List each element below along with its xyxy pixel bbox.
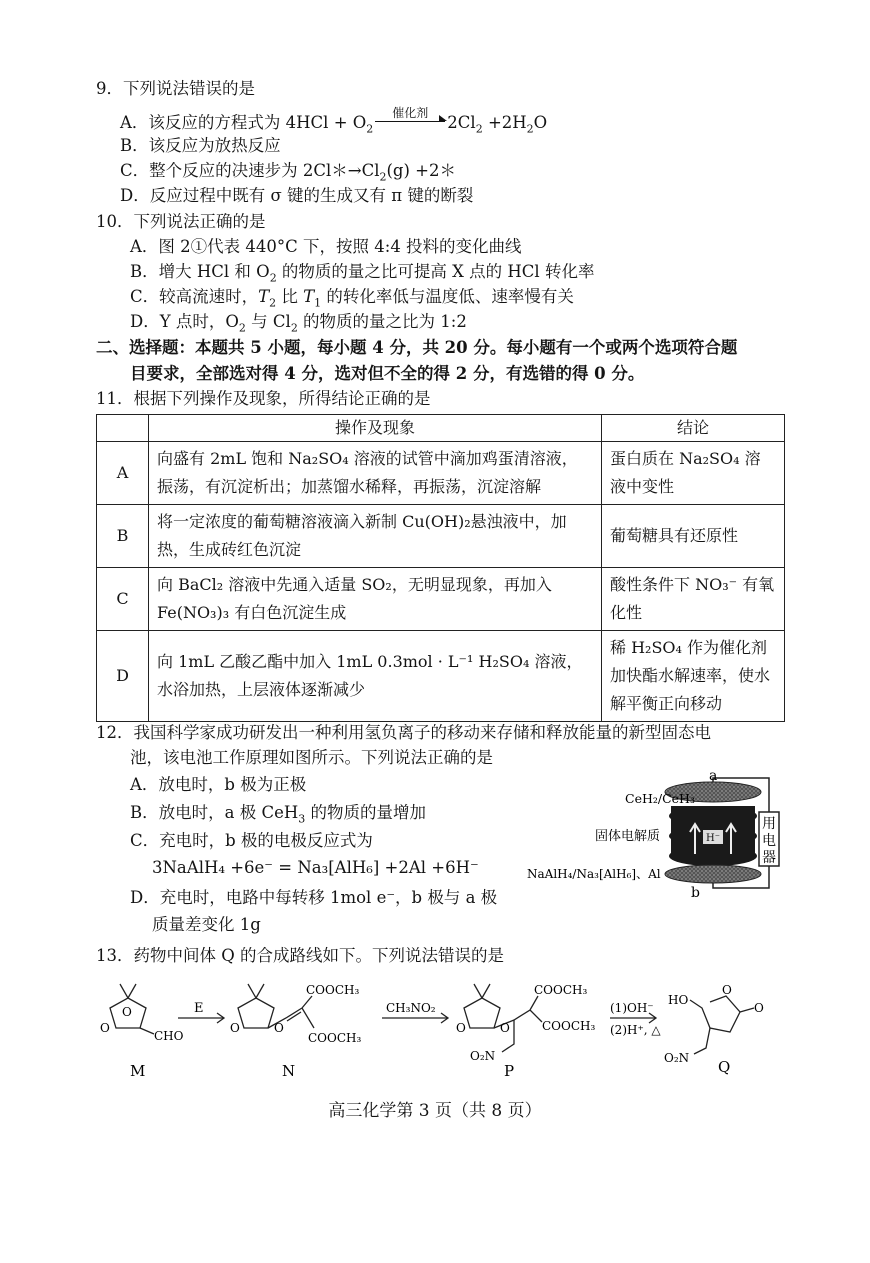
catalyst-arrow: 催化剂 — [373, 110, 447, 130]
gem-dimethyl-m — [120, 984, 136, 998]
q11-stem: 11．根据下列操作及现象，所得结论正确的是 — [96, 389, 431, 408]
q10-option-a: A．图 2①代表 440°C 下，按照 4:4 投料的变化曲线 — [130, 237, 522, 256]
device-label-3: 器 — [762, 850, 776, 866]
battery-diagram — [525, 770, 795, 900]
table-row — [97, 631, 785, 722]
m-cho: CHO — [154, 1029, 184, 1043]
reagent-h: (2)H⁺, △ — [610, 1023, 661, 1037]
ion-label: H⁻ — [706, 833, 720, 844]
page-footer: 高三化学第 3 页（共 8 页） — [328, 1101, 542, 1121]
row-operation: 向盛有 2mL 饱和 Na₂SO₄ 溶液的试管中滴加鸡蛋清溶液，振荡，有沉淀析出；加蒸馏水稀释，再振荡，沉淀溶解 — [149, 442, 602, 505]
q12-option-d-line1: D．充电时，电路中每转移 1mol e⁻，b 极与 a 极 — [130, 888, 498, 907]
ring-p — [464, 998, 500, 1028]
ring-q — [690, 996, 740, 1032]
gem-dimethyl-p — [474, 984, 490, 998]
q9-option-b: B．该反应为放热反应 — [120, 136, 281, 155]
n-ester-bottom: COOCH₃ — [308, 1031, 362, 1045]
n-ring-o-right: O — [274, 1021, 284, 1035]
m-ring-o-left: O — [100, 1021, 110, 1035]
q10-option-b: B．增大 HCl 和 $O_2$ 的物质的量之比可提高 X 点的 HCl 转化率 — [130, 262, 595, 285]
reagent-ch3no2: CH₃NO₂ — [386, 1001, 436, 1015]
row-conclusion: 葡萄糖具有还原性 — [602, 505, 785, 568]
q9-option-a: A．该反应的方程式为 $4HCl + O_2$ 催化剂 $2Cl_2 +2H_2O$ — [120, 106, 548, 136]
p-ester-top: COOCH₃ — [534, 983, 588, 997]
electrode-b — [665, 865, 761, 883]
table-header-row — [97, 415, 785, 442]
q12-option-b: B．放电时，a 极 CeH$_3$ 的物质的量增加 — [130, 803, 426, 826]
row-option: C — [97, 568, 149, 631]
q9-option-d: D．反应过程中既有 σ 键的生成又有 π 键的断裂 — [120, 186, 474, 205]
reagent-e: E — [194, 1001, 204, 1016]
row-operation: 向 1mL 乙酸乙酯中加入 1mL 0.3mol · L⁻¹ H₂SO₄ 溶液，水浴加热，上层液体逐渐减少 — [149, 631, 602, 722]
table-row — [97, 568, 785, 631]
label-m: M — [130, 1062, 146, 1080]
carbonyl-q — [740, 1008, 754, 1012]
label-n: N — [282, 1062, 296, 1080]
table-header-conclusion: 结论 — [602, 415, 785, 442]
q12-option-c: C．充电时，b 极的电极反应式为 — [130, 831, 373, 850]
q12-stem-line1: 12．我国科学家成功研发出一种利用氢负离子的移动来存储和释放能量的新型固态电 — [96, 723, 711, 742]
p-nitro: O₂N — [470, 1049, 496, 1063]
label-a: a — [709, 770, 718, 784]
row-operation: 向 BaCl₂ 溶液中先通入适量 SO₂，无明显现象，再加入 Fe(NO₃)₃ 有白色沉淀生成 — [149, 568, 602, 631]
q9-option-c: C．整个反应的决速步为 $2Cl*\to Cl_2(g)$ +2＊ — [120, 161, 457, 184]
bottom-electrode-label: NaAlH₄/Na₃[AlH₆]、Al — [527, 867, 661, 881]
q12-option-a: A．放电时，b 极为正极 — [130, 775, 307, 794]
row-option: D — [97, 631, 149, 722]
bond-m-cho — [140, 1028, 154, 1034]
row-conclusion: 稀 H₂SO₄ 作为催化剂加快酯水解速率，使水解平衡正向移动 — [602, 631, 785, 722]
q10-stem: 10．下列说法正确的是 — [96, 212, 266, 231]
m-ring-o-top: O — [122, 1005, 132, 1019]
q11-table — [96, 414, 785, 722]
section2-instructions-line1: 二、选择题：本题共 5 小题，每小题 4 分，共 20 分。每小题有一个或两个选项符合题 — [96, 338, 738, 357]
device-label-2: 电 — [762, 833, 776, 849]
row-conclusion: 蛋白质在 Na₂SO₄ 溶液中变性 — [602, 442, 785, 505]
row-conclusion: 酸性条件下 NO₃⁻ 有氧化性 — [602, 568, 785, 631]
n-ring-o-left: O — [230, 1021, 240, 1035]
q-nitro: O₂N — [664, 1051, 690, 1065]
q-hydroxyl: HO — [668, 993, 689, 1007]
section2-instructions-line2: 目要求，全部选对得 4 分，选对但不全的得 2 分，有选错的得 0 分。 — [130, 364, 645, 383]
q-ring-o: O — [722, 983, 732, 997]
reagent-oh: (1)OH⁻ — [610, 1001, 654, 1015]
device-label-1: 用 — [762, 816, 776, 832]
electrolyte-label: 固体电解质 — [595, 829, 661, 844]
table-header-blank — [97, 415, 149, 442]
row-operation: 将一定浓度的葡萄糖溶液滴入新制 Cu(OH)₂悬浊液中，加热，生成砖红色沉淀 — [149, 505, 602, 568]
top-electrode-label: CeH₂/CeH₃ — [625, 791, 695, 806]
ring-n — [238, 998, 274, 1028]
synthesis-route — [90, 972, 790, 1080]
q9-stem: 9．下列说法错误的是 — [96, 79, 255, 98]
table-row — [97, 442, 785, 505]
row-option: A — [97, 442, 149, 505]
label-p: P — [504, 1062, 515, 1080]
q12-option-c-equation: 3NaAlH₄ +6e⁻ = Na₃[AlH₆] +2Al +6H⁻ — [152, 858, 479, 877]
n-ester-top: COOCH₃ — [306, 983, 360, 997]
ester-bonds-n — [302, 996, 314, 1028]
gem-dimethyl-n — [248, 984, 264, 998]
q13-stem: 13．药物中间体 Q 的合成路线如下。下列说法错误的是 — [96, 946, 505, 965]
p-ring-o-left: O — [456, 1021, 466, 1035]
row-option: B — [97, 505, 149, 568]
label-q: Q — [718, 1058, 731, 1076]
p-ester-bottom: COOCH₃ — [542, 1019, 596, 1033]
p-ring-o-right: O — [500, 1021, 510, 1035]
q10-option-c: C．较高流速时，$T_2$ 比 $T_1$ 的转化率低与温度低、速率慢有关 — [130, 287, 574, 310]
label-b: b — [691, 885, 700, 900]
q-carbonyl-o: O — [754, 1001, 764, 1015]
q10-option-d: D．Y 点时，$O_2$ 与 $Cl_2$ 的物质的量之比为 1:2 — [130, 312, 467, 335]
table-row — [97, 505, 785, 568]
table-header-operation: 操作及现象 — [149, 415, 602, 442]
q12-option-d-line2: 质量差变化 1g — [152, 915, 261, 934]
nitro-chain-q — [694, 1028, 710, 1054]
q12-stem-line2: 池，该电池工作原理如图所示。下列说法正确的是 — [130, 748, 493, 767]
